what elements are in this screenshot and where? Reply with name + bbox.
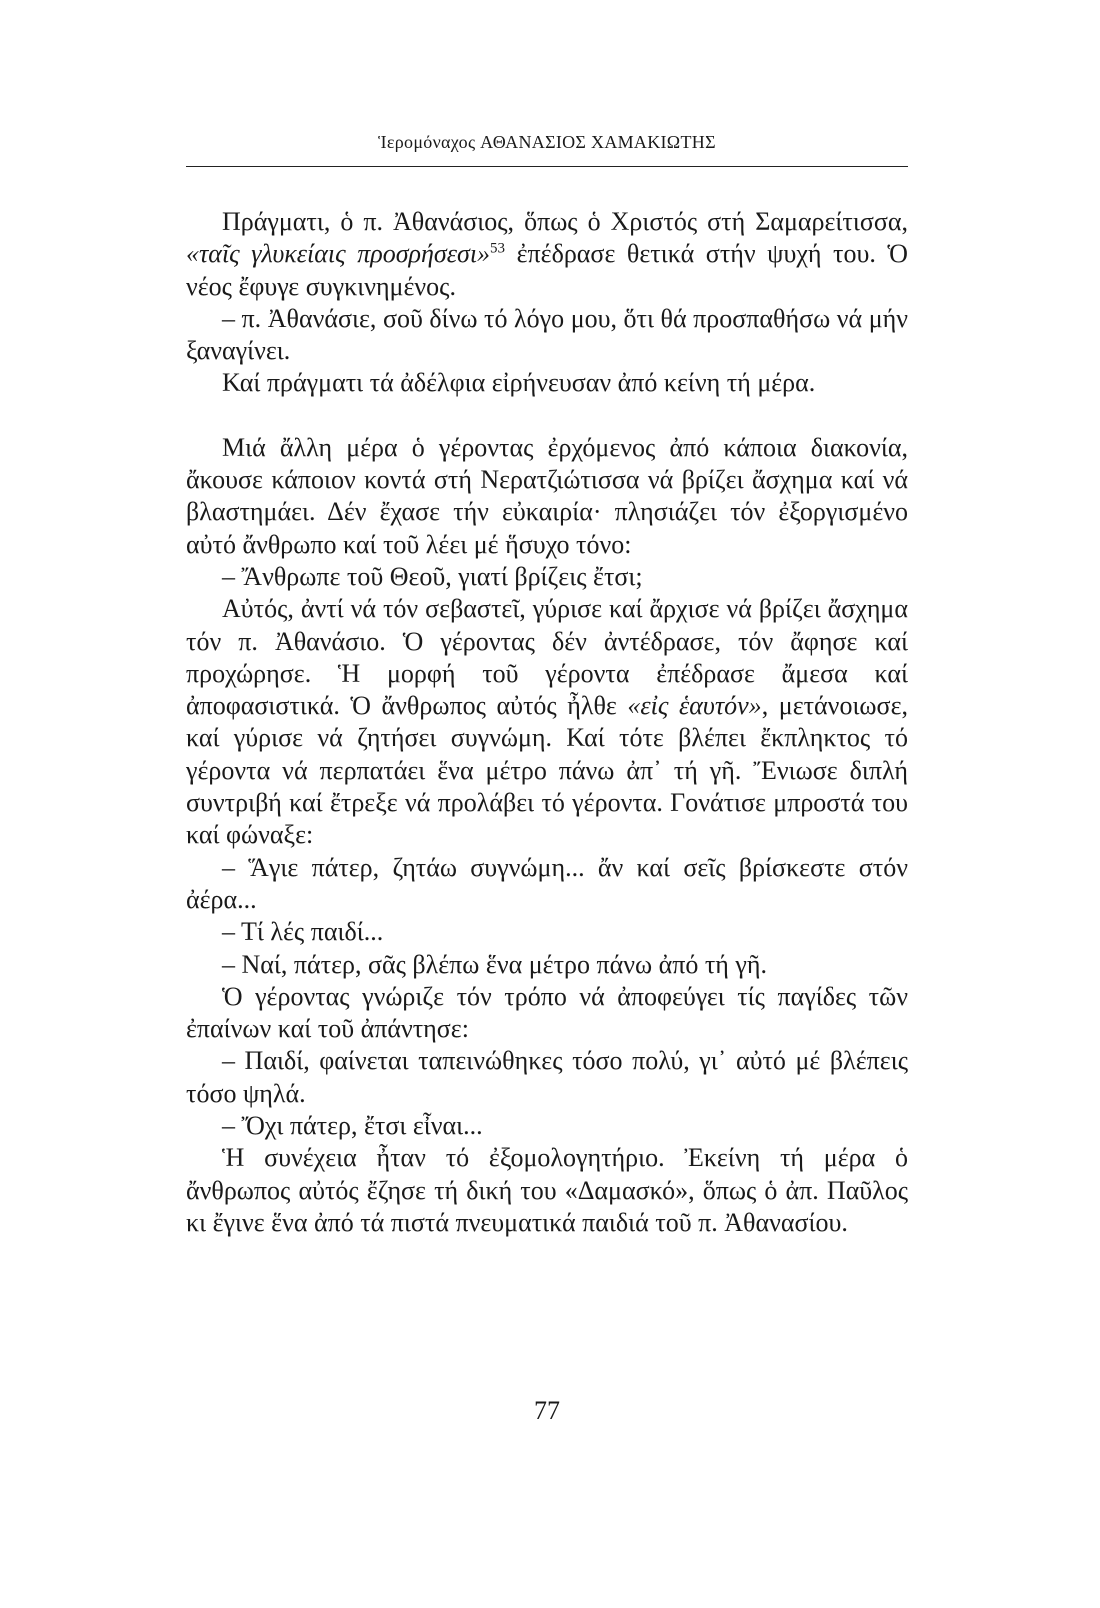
paragraph: – Ναί, πάτερ, σᾶς βλέπω ἕνα μέτρο πάνω ἀπό τή γῆ. [222,949,767,979]
quoted-phrase: «ταῖς γλυκείαις προσρήσεσι» [186,239,491,269]
paragraph-text: Αὐτός, ἀντί νά τόν σεβαστεῖ, γύρισε καί ἄρχισε νά βρίζει ἄσχημα τόν π. Ἀθανάσιο. Ὁ γέροντας δέν ἀντέδρασε, τόν ἄφησε καί προχώρησε. Ἡ μορφή τοῦ γέροντα ἐπέδρασε ἄμεσα καί ἀποφασιστικά. Ὁ ἄνθρωπος αὐτός ἦλθε [186,594,908,721]
paragraph: Καί πράγματι τά ἀδέλφια εἰρήνευσαν ἀπό κείνη τή μέρα. [222,368,816,398]
paragraph: Μιά ἄλλη μέρα ὁ γέροντας ἐρχόμενος ἀπό κάποια διακονία, ἄκουσε κάποιον κοντά στή Νερατζιώτισσα νά βρίζει ἄσχημα καί νά βλαστημάει. Δέν ἔχασε τήν εὐκαιρία· πλησιάζει τόν ἐξοργισμένο αὐτό ἄνθρωπο καί τοῦ λέει μέ ἥσυχο τόνο: [186,432,908,559]
header-rule [186,166,908,167]
running-header [186,132,908,153]
paragraph: – Ἄνθρωπε τοῦ Θεοῦ, γιατί βρίζεις ἔτσι; [222,561,643,591]
paragraph: – Ἅγιε πάτερ, ζητάω συγνώμη... ἄν καί σεῖς βρίσκεστε στόν ἀέρα... [186,852,908,914]
paragraph [186,593,908,851]
body-text [186,206,908,1239]
paragraph: – Τί λές παιδί... [222,917,384,947]
paragraph: – Ὄχι πάτερ, ἔτσι εἶναι... [222,1111,483,1141]
paragraph: – Παιδί, φαίνεται ταπεινώθηκες τόσο πολύ, γι᾽ αὐτό μέ βλέπεις τόσο ψηλά. [186,1046,908,1108]
paragraph: Ὁ γέροντας γνώριζε τόν τρόπο νά ἀποφεύγει τίς παγίδες τῶν ἐπαίνων καί τοῦ ἀπάντησε: [186,981,908,1044]
header-author-name: ΑΘΑΝΑΣΙΟΣ ΧΑΜΑΚΙΩΤΗΣ [480,132,716,152]
paragraph-text: Πράγματι, ὁ π. Ἀθανάσιος, ὅπως ὁ Χριστός στή Σαμαρείτισσα, [222,207,908,236]
paragraph: – π. Ἀθανάσιε, σοῦ δίνω τό λόγο μου, ὅτι θά προσπαθήσω νά μήν ξαναγίνει. [186,303,908,366]
paragraph [186,206,908,303]
paragraph-text: ἐπέδρασε θετικά στήν ψυχή του. Ὁ νέος ἔφυγε συγκινημένος. [186,239,908,301]
header-title-prefix: Ἱερομόναχος [378,132,481,152]
footnote-marker: 53 [490,240,506,257]
quoted-phrase: «εἰς ἑαυτόν» [627,691,762,721]
paragraph-text: , μετάνοιωσε, καί γύρισε νά ζητήσει συγνώμη. Καί τότε βλέπει ἔκπληκτος τό γέροντα νά περπατάει ἕνα μέτρο πάνω ἀπ᾽ τή γῆ. Ἔνιωσε διπλή συντριβή καί ἔτρεξε νά προλάβει τό γέροντα. Γονάτισε μπροστά του καί φώναξε: [186,691,908,850]
paragraph: Ἡ συνέχεια ἦταν τό ἐξομολογητήριο. Ἐκείνη τή μέρα ὁ ἄνθρωπος αὐτός ἔζησε τή δική του «Δαμασκό», ὅπως ὁ ἀπ. Παῦλος κι ἔγινε ἕνα ἀπό τά πιστά πνευματικά παιδιά τοῦ π. Ἀθανασίου. [186,1143,908,1237]
page-number: 77 [534,1396,560,1425]
